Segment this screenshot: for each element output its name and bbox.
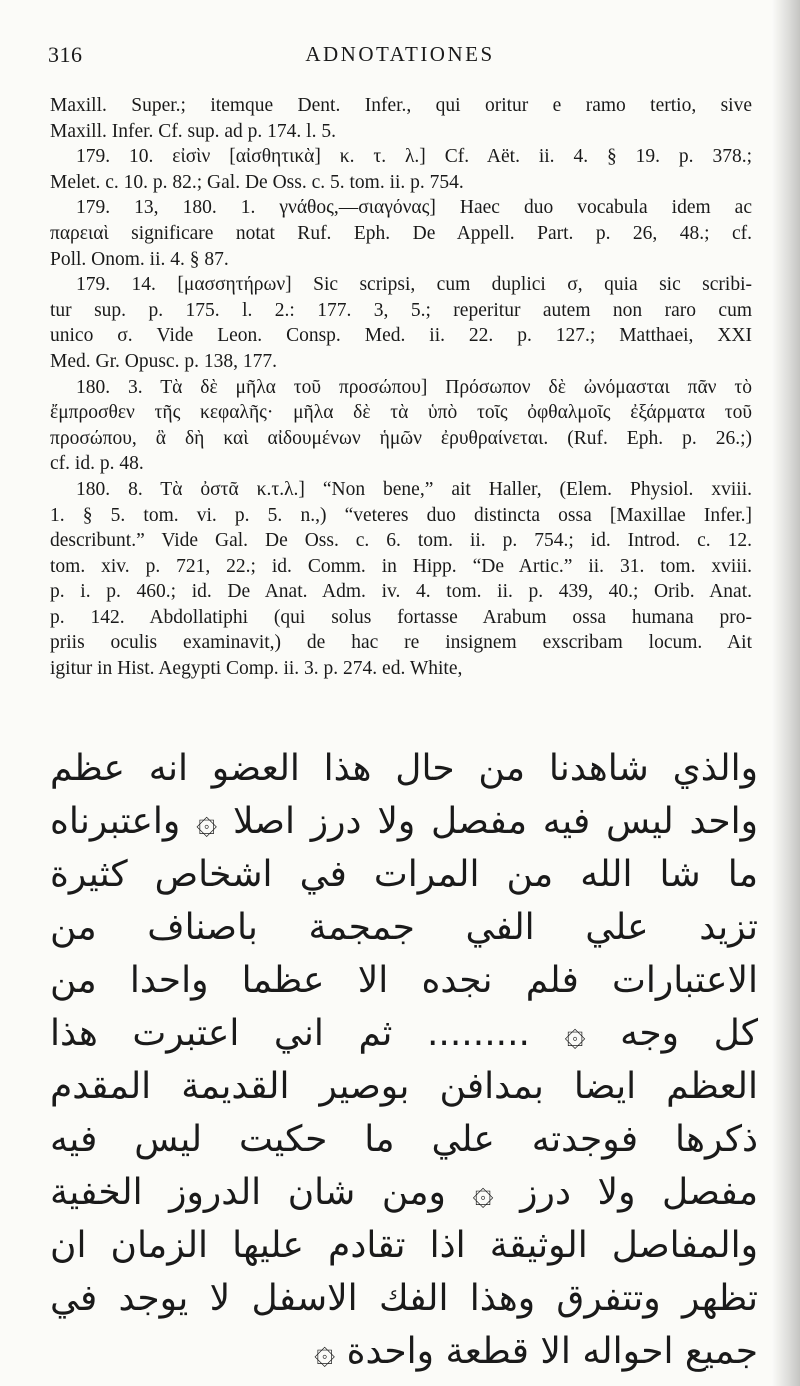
latin-annotations [50,93,752,682]
text-line: cf. id. p. 48. [50,453,144,475]
text-line: 179. 13, 180. 1. γνάθος,—σιαγόνας] Haec duo vocabula idem ac [76,197,752,219]
text-line: igitur in Hist. Aegypti Comp. ii. 3. p. 274. ed. White, [50,658,463,680]
page-number: 316 [48,42,83,67]
text-line: 1. § 5. tom. vi. p. 5. n.,) “veteres duo distincta ossa [Maxillae Infer.] [50,504,752,526]
text-line: ἔμπροσθεν τῆς κεφαλῆς· μῆλα δὲ τὰ ὑπὸ τοῖς ὀφθαλμοῖς ἐξάρματα τοῦ [50,402,752,424]
binding-shadow [772,0,800,1386]
text-line: Poll. Onom. ii. 4. § 87. [50,248,229,270]
arabic-line: واحد ليس فيه مفصل ولا درز اصلا ۞ واعتبرناه [50,801,758,842]
arabic-line: كل وجه ۞ ......... ثم اني اعتبرت هذا [50,1013,758,1054]
text-line: παρειαὶ significare notat Ruf. Eph. De Appell. Part. p. 26, 48.; cf. [50,222,752,244]
arabic-line: والذي شاهدنا من حال هذا العضو انه عظم [50,748,758,789]
text-line: p. i. p. 460.; id. De Anat. Adm. iv. 4. tom. ii. p. 439, 40.; Orib. Anat. [50,581,752,603]
arabic-line: الاعتبارات فلم نجده الا عظما واحدا من [50,960,758,1001]
text-line: 179. 10. εἰσὶν [αἰσθητικὰ] κ. τ. λ.] Cf. Aët. ii. 4. § 19. p. 378.; [76,146,752,168]
running-title: ADNOTATIONES [305,42,495,66]
arabic-line: العظم ايضا بمدافن بوصير القديمة المقدم [50,1066,758,1107]
text-line: describunt.” Vide Gal. De Oss. c. 6. tom. ii. p. 754.; id. Introd. c. 12. [50,530,752,552]
text-line: tur sup. p. 175. l. 2.: 177. 3, 5.; reperitur autem non raro cum [50,299,752,321]
arabic-line: ذكرها فوجدته علي ما حكيت ليس فيه [50,1119,758,1160]
text-line: προσώπου, ἃ δὴ καὶ αἰδουμένων ἡμῶν ἐρυθραίνεται. (Ruf. Eph. p. 26.;) [50,427,752,449]
arabic-line: تزيد علي الفي جمجمة باصناف من [50,907,758,948]
text-line: p. 142. Abdollatiphi (qui solus fortasse Arabum ossa humana pro- [50,606,752,628]
text-line: Melet. c. 10. p. 82.; Gal. De Oss. c. 5. tom. ii. p. 754. [50,171,464,193]
arabic-quotation [50,742,758,1378]
text-line: 180. 8. Τὰ ὀστᾶ κ.τ.λ.] “Non bene,” ait Haller, (Elem. Physiol. xviii. [76,478,752,500]
running-header [48,42,752,72]
text-line: Maxill. Super.; itemque Dent. Infer., qui oritur e ramo tertio, sive [50,95,752,116]
arabic-line: مفصل ولا درز ۞ ومن شان الدروز الخفية [50,1172,758,1213]
text-line: Med. Gr. Opusc. p. 138, 177. [50,350,277,372]
arabic-line: تظهر وتتفرق وهذا الفك الاسفل لا يوجد في [50,1278,758,1319]
arabic-line: ما شا الله من المرات في اشخاص كثيرة [50,854,758,895]
text-line: unico σ. Vide Leon. Consp. Med. ii. 22. p. 127.; Matthaei, XXI [50,325,752,347]
text-line: 180. 3. Τὰ δὲ μῆλα τοῦ προσώπου] Πρόσωπον δὲ ὠνόμασται πᾶν τὸ [76,376,752,398]
text-line: Maxill. Infer. Cf. sup. ad p. 174. l. 5. [50,120,336,142]
text-line: priis oculis examinavit,) de hac re insignem exscribam locum. Ait [50,632,752,654]
arabic-line: جميع احواله الا قطعة واحدة ۞ [314,1331,758,1372]
arabic-line: والمفاصل الوثيقة اذا تقادم عليها الزمان ان [50,1225,758,1266]
text-line: tom. xiv. p. 721, 22.; id. Comm. in Hipp. “De Artic.” ii. 31. tom. xviii. [50,555,752,577]
text-line: 179. 14. [μασσητήρων] Sic scripsi, cum duplici σ, quia sic scribi- [76,274,752,296]
